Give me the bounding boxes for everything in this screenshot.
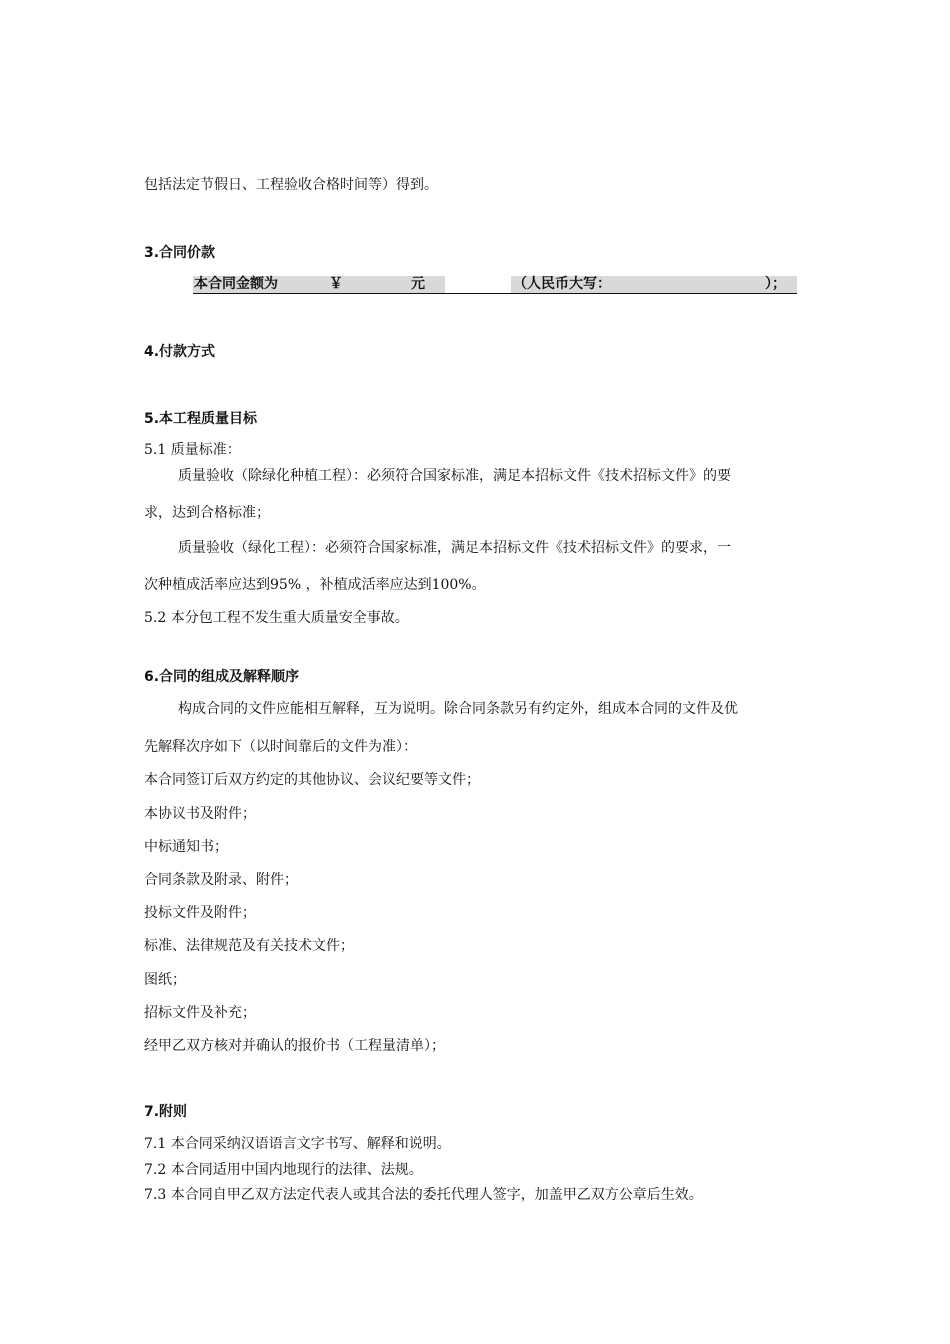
quality-para-1-line-1: 质量验收（除绿化种植工程）：必须符合国家标准，满足本招标文件《技术招标文件》的要: [178, 468, 731, 484]
section-5-heading: 5.本工程质量目标: [144, 411, 258, 427]
quality-para-2-line-2: 次种植成活率应达到95% ，补植成活率应达到100%。: [144, 577, 486, 593]
yen-symbol: ￥: [329, 276, 343, 292]
rmb-closing: ）；: [765, 276, 786, 292]
clause-5-2: 5.2 本分包工程不发生重大质量安全事故。: [144, 610, 409, 626]
list-item: 本合同签订后双方约定的其他协议、会议纪要等文件；: [144, 772, 480, 788]
quality-para-1-line-2: 求，达到合格标准；: [144, 505, 270, 521]
section-6-heading: 6.合同的组成及解释顺序: [144, 669, 300, 685]
intro-tail-text: 包括法定节假日、工程验收合格时间等）得到。: [144, 177, 438, 193]
list-item: 中标通知书；: [144, 839, 228, 855]
clause-7-3: 7.3 本合同自甲乙双方法定代表人或其合法的委托代理人签字，加盖甲乙双方公章后生效。: [144, 1187, 703, 1203]
rmb-uppercase-label: （人民币大写：: [513, 276, 611, 292]
list-item: 招标文件及补充；: [144, 1005, 256, 1021]
list-item: 投标文件及附件；: [144, 905, 256, 921]
list-item: 图纸；: [144, 972, 186, 988]
clause-7-1: 7.1 本合同采纳汉语语言文字书写、解释和说明。: [144, 1136, 451, 1152]
quality-para-2-line-1: 质量验收（绿化工程）：必须符合国家标准，满足本招标文件《技术招标文件》的要求，一: [178, 540, 731, 556]
yuan-unit: 元: [411, 276, 425, 292]
list-item: 标准、法律规范及有关技术文件；: [144, 938, 354, 954]
list-item: 本协议书及附件；: [144, 806, 256, 822]
clause-5-1: 5.1 质量标准：: [144, 442, 241, 458]
list-item: 经甲乙双方核对并确认的报价书（工程量清单）；: [144, 1038, 445, 1054]
amount-label: 本合同金额为: [194, 276, 278, 292]
section-3-heading: 3.合同价款: [144, 245, 216, 261]
order-para-line-1: 构成合同的文件应能相互解释，互为说明。除合同条款另有约定外，组成本合同的文件及优: [178, 701, 738, 717]
contract-amount-line: [193, 276, 797, 294]
list-item: 合同条款及附录、附件；: [144, 872, 298, 888]
section-4-heading: 4.付款方式: [144, 344, 216, 360]
order-para-line-2: 先解释次序如下（以时间靠后的文件为准）：: [144, 739, 417, 755]
section-7-heading: 7.附则: [144, 1104, 188, 1120]
clause-7-2: 7.2 本合同适用中国内地现行的法律、法规。: [144, 1162, 423, 1178]
